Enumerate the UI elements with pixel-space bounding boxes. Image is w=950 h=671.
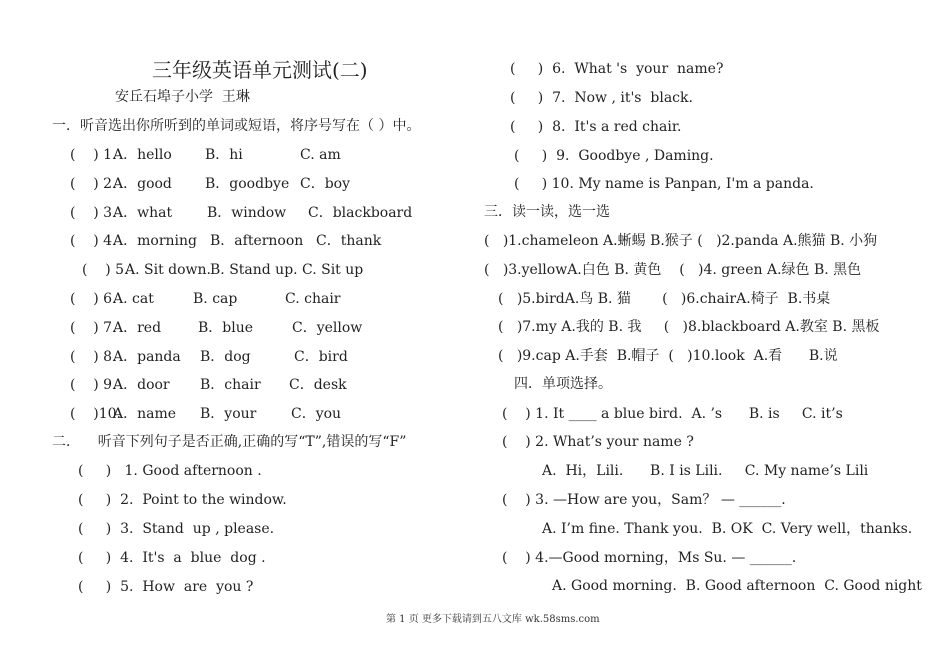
question-number: ( ) 9. (70, 377, 117, 394)
option-c: C. am (300, 147, 341, 163)
page-title: 三年级英语单元测试(二) (152, 58, 368, 82)
school-author: 安丘石埠子小学 王琳 (115, 89, 250, 105)
question-number: ( ) 7. (70, 319, 117, 336)
vocab-row: ( )1.chameleon A.蜥蜴 B.猴子 ( )2.panda A.熊猫 B. 小狗 (484, 233, 878, 249)
part1-heading: 一．听音选出你所听到的单词或短语，将序号写在（ ）中。 (52, 118, 421, 134)
vocab-row: ( )5.birdA.鸟 B. 猫 ( )6.chairA.椅子 B.书桌 (498, 290, 831, 307)
part2-heading: 二． 听音下列句子是否正确,正确的写“T”,错误的写“F” (52, 434, 407, 450)
mc-line: A. Hi，Lili. B. I is Lili. C. My name’s Lili (542, 463, 869, 479)
option-a: A. cat (113, 291, 154, 307)
option-b: B．afternoon (210, 233, 304, 250)
page-footer: 第 1 页 更多下载请到五八文库 wk.58sms.com (386, 614, 600, 625)
option-a: A．name (113, 406, 177, 423)
tf-item: ( ) 8. It's a red chair. (510, 119, 682, 135)
option-a: A．morning (113, 233, 197, 250)
tf-item: ( ) 3. Stand up , please. (78, 521, 275, 537)
tf-item: ( ) 5. How are you ? (78, 579, 254, 595)
option-b: B. Stand up. (210, 262, 298, 279)
option-c: C．desk (289, 377, 347, 394)
mc-line: A. I’m fine. Thank you. B. OK C. Very well，thanks. (542, 521, 913, 537)
mc-line: ( ) 1. It ____ a blue bird. A. ’s B. is C. it’s (502, 406, 843, 422)
option-b: B．chair (200, 377, 261, 394)
mc-line: A. Good morning. B. Good afternoon C. Good night (552, 578, 922, 594)
option-c: C．blackboard (308, 204, 413, 221)
tf-item: ( ) 4. It's a blue dog . (78, 550, 266, 566)
option-b: B．window (207, 204, 287, 221)
option-b: B．your (200, 406, 257, 423)
tf-item: ( ) 6. What 's your name? (510, 61, 724, 77)
mc-line: ( ) 2. What’s your name ? (502, 434, 694, 450)
option-c: C．thank (316, 233, 382, 250)
vocab-row: ( )7.my A.我的 B. 我 ( )8.blackboard A.教室 B. 黑板 (498, 319, 880, 336)
part4-heading: 四．单项选择。 (514, 376, 612, 392)
mc-line: ( ) 4.—Good morning，Ms Su. — ______. (502, 550, 797, 566)
vocab-row: ( )3.yellowA.白色 B. 黄色 ( )4. green A.绿色 B. 黑色 (484, 261, 862, 278)
option-c: C．boy (300, 175, 351, 192)
option-b: B．goodbye (205, 175, 290, 192)
option-a: A．panda (113, 348, 181, 365)
question-number: ( ) 3. (70, 204, 117, 221)
question-number: ( ) 1. (70, 147, 117, 163)
question-number: ( ) 8. (70, 348, 117, 365)
mc-line: ( ) 3. —How are you，Sam？ — ______. (502, 492, 786, 508)
option-b: B．dog (200, 348, 251, 365)
tf-item: ( ) 7. Now , it's black. (510, 90, 693, 106)
tf-item: ( ) 10. My name is Panpan, I'm a panda. (514, 176, 814, 192)
question-number: ( ) 6. (70, 291, 117, 307)
option-a: A．what (113, 204, 173, 221)
part3-heading: 三．读一读，选一选 (484, 204, 610, 220)
option-c: C. chair (285, 291, 341, 307)
option-a: A．red (113, 319, 162, 336)
question-number: ( ) 5. (82, 262, 129, 279)
question-number: ( )10. (70, 406, 121, 423)
option-b: B. cap (193, 291, 238, 307)
option-b: B．blue (198, 319, 254, 336)
question-number: ( ) 4. (70, 233, 117, 250)
option-c: C. Sit up (302, 262, 364, 279)
option-c: C．bird (294, 348, 348, 365)
option-c: C．you (291, 406, 342, 423)
tf-item: ( ) 1. Good afternoon . (78, 463, 262, 479)
option-a: A．good (113, 175, 172, 192)
question-number: ( ) 2. (70, 175, 117, 192)
tf-item: ( ) 2. Point to the window. (78, 492, 287, 508)
vocab-row: ( )9.cap A.手套 B.帽子 ( )10.look A.看 B.说 (498, 348, 838, 365)
option-b: B．hi (205, 147, 243, 163)
option-a: A．hello (113, 147, 172, 163)
option-a: A. Sit down. (125, 262, 211, 279)
option-a: A．door (113, 377, 170, 394)
option-c: C．yellow (292, 319, 363, 336)
tf-item: ( ) 9. Goodbye , Daming. (514, 148, 714, 164)
